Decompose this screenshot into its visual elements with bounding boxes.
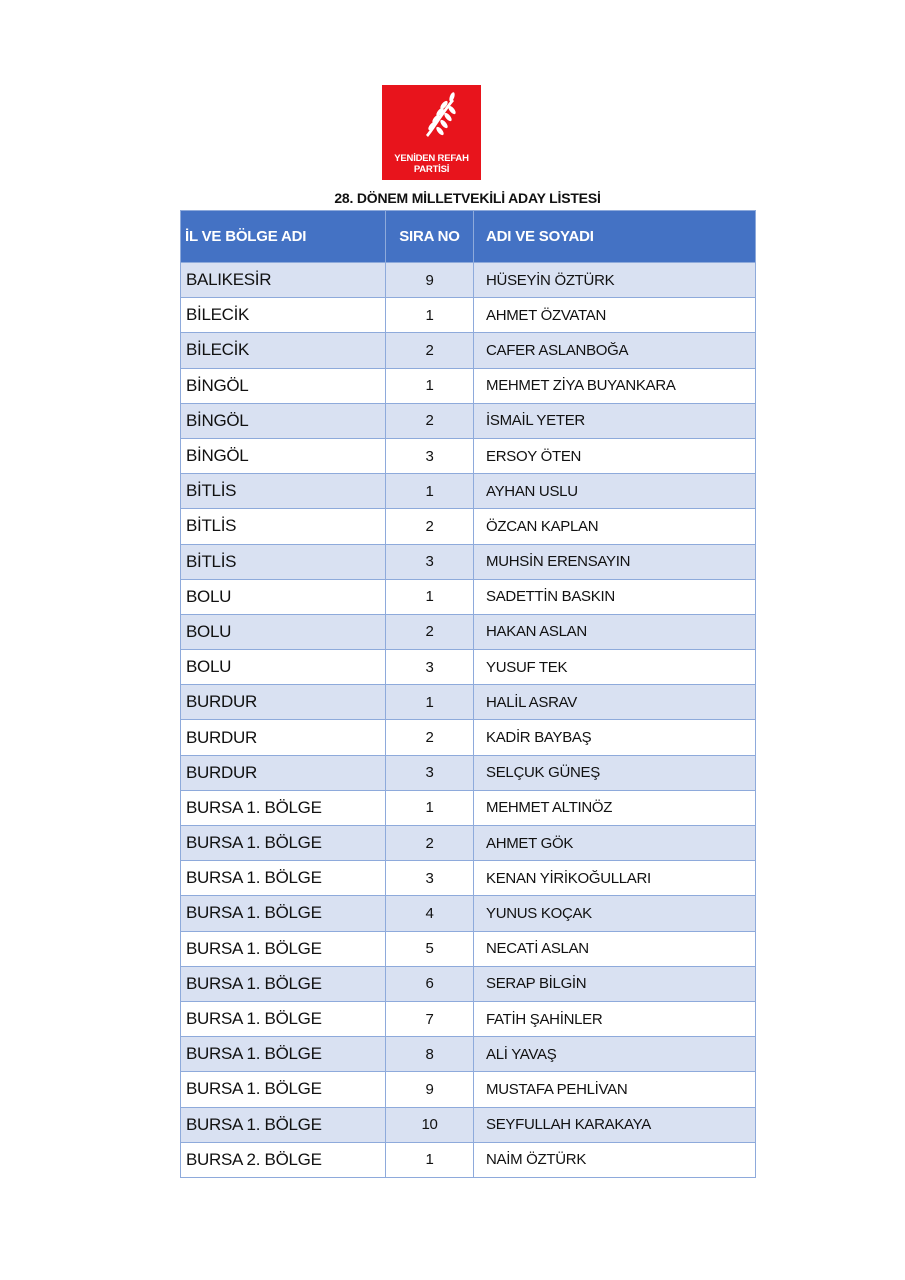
- column-header-rank: SIRA NO: [386, 211, 474, 263]
- district-cell: BOLU: [181, 650, 386, 685]
- district-cell: BİNGÖL: [181, 438, 386, 473]
- rank-cell: 1: [386, 368, 474, 403]
- rank-cell: 7: [386, 1001, 474, 1036]
- district-cell: BURSA 1. BÖLGE: [181, 1072, 386, 1107]
- column-header-district: İL VE BÖLGE ADI: [181, 211, 386, 263]
- candidate-name-cell: NAİM ÖZTÜRK: [474, 1142, 756, 1177]
- district-cell: BURSA 2. BÖLGE: [181, 1142, 386, 1177]
- district-cell: BURDUR: [181, 720, 386, 755]
- rank-cell: 2: [386, 509, 474, 544]
- table-row: [181, 298, 756, 333]
- district-cell: BURDUR: [181, 755, 386, 790]
- district-cell: BURSA 1. BÖLGE: [181, 966, 386, 1001]
- rank-cell: 4: [386, 896, 474, 931]
- candidate-name-cell: HÜSEYİN ÖZTÜRK: [474, 263, 756, 298]
- rank-cell: 2: [386, 403, 474, 438]
- rank-cell: 3: [386, 438, 474, 473]
- candidate-name-cell: MEHMET ZİYA BUYANKARA: [474, 368, 756, 403]
- candidate-name-cell: AYHAN USLU: [474, 474, 756, 509]
- rank-cell: 2: [386, 614, 474, 649]
- table-row: [181, 861, 756, 896]
- rank-cell: 9: [386, 263, 474, 298]
- district-cell: BİTLİS: [181, 474, 386, 509]
- candidate-name-cell: YUSUF TEK: [474, 650, 756, 685]
- table-row: [181, 826, 756, 861]
- table-row: [181, 333, 756, 368]
- district-cell: BURSA 1. BÖLGE: [181, 861, 386, 896]
- table-row: [181, 1001, 756, 1036]
- district-cell: BİLECİK: [181, 298, 386, 333]
- candidate-name-cell: AHMET ÖZVATAN: [474, 298, 756, 333]
- district-cell: BİNGÖL: [181, 368, 386, 403]
- table-row: [181, 966, 756, 1001]
- candidate-name-cell: HALİL ASRAV: [474, 685, 756, 720]
- rank-cell: 9: [386, 1072, 474, 1107]
- candidate-name-cell: KADİR BAYBAŞ: [474, 720, 756, 755]
- candidate-name-cell: KENAN YİRİKOĞULLARI: [474, 861, 756, 896]
- district-cell: BURSA 1. BÖLGE: [181, 1037, 386, 1072]
- candidate-name-cell: CAFER ASLANBOĞA: [474, 333, 756, 368]
- logo-text-line2: PARTİSİ: [413, 164, 450, 175]
- table-row: [181, 896, 756, 931]
- rank-cell: 2: [386, 720, 474, 755]
- rank-cell: 2: [386, 333, 474, 368]
- party-logo: [382, 85, 481, 180]
- rank-cell: 1: [386, 298, 474, 333]
- candidate-table: [180, 210, 756, 1178]
- rank-cell: 10: [386, 1107, 474, 1142]
- district-cell: BOLU: [181, 579, 386, 614]
- candidate-name-cell: İSMAİL YETER: [474, 403, 756, 438]
- table-row: [181, 544, 756, 579]
- column-header-name: ADI VE SOYADI: [474, 211, 756, 263]
- rank-cell: 6: [386, 966, 474, 1001]
- district-cell: BALIKESİR: [181, 263, 386, 298]
- candidate-name-cell: AHMET GÖK: [474, 826, 756, 861]
- candidate-name-cell: SEYFULLAH KARAKAYA: [474, 1107, 756, 1142]
- candidate-name-cell: ERSOY ÖTEN: [474, 438, 756, 473]
- district-cell: BİTLİS: [181, 509, 386, 544]
- table-row: [181, 931, 756, 966]
- candidate-name-cell: MUSTAFA PEHLİVAN: [474, 1072, 756, 1107]
- table-row: [181, 1072, 756, 1107]
- candidate-name-cell: HAKAN ASLAN: [474, 614, 756, 649]
- district-cell: BOLU: [181, 614, 386, 649]
- table-row: [181, 790, 756, 825]
- candidate-name-cell: MUHSİN ERENSAYIN: [474, 544, 756, 579]
- district-cell: BURSA 1. BÖLGE: [181, 1107, 386, 1142]
- document-title: 28. DÖNEM MİLLETVEKİLİ ADAY LİSTESİ: [334, 190, 601, 206]
- candidate-name-cell: SELÇUK GÜNEŞ: [474, 755, 756, 790]
- district-cell: BURSA 1. BÖLGE: [181, 826, 386, 861]
- table-row: [181, 1107, 756, 1142]
- table-row: [181, 650, 756, 685]
- district-cell: BURDUR: [181, 685, 386, 720]
- rank-cell: 1: [386, 685, 474, 720]
- rank-cell: 3: [386, 861, 474, 896]
- district-cell: BİLECİK: [181, 333, 386, 368]
- crescent-wheat-icon: [382, 85, 481, 155]
- table-row: [181, 720, 756, 755]
- candidate-name-cell: FATİH ŞAHİNLER: [474, 1001, 756, 1036]
- table-row: [181, 1142, 756, 1177]
- rank-cell: 8: [386, 1037, 474, 1072]
- rank-cell: 1: [386, 790, 474, 825]
- rank-cell: 3: [386, 544, 474, 579]
- rank-cell: 3: [386, 755, 474, 790]
- table-row: [181, 685, 756, 720]
- candidate-name-cell: MEHMET ALTINÖZ: [474, 790, 756, 825]
- table-row: [181, 755, 756, 790]
- table-row: [181, 438, 756, 473]
- candidate-name-cell: YUNUS KOÇAK: [474, 896, 756, 931]
- table-row: [181, 474, 756, 509]
- candidate-name-cell: SERAP BİLGİN: [474, 966, 756, 1001]
- table-row: [181, 368, 756, 403]
- rank-cell: 5: [386, 931, 474, 966]
- table-row: [181, 403, 756, 438]
- candidate-name-cell: SADETTİN BASKIN: [474, 579, 756, 614]
- district-cell: BİTLİS: [181, 544, 386, 579]
- table-row: [181, 579, 756, 614]
- district-cell: BURSA 1. BÖLGE: [181, 1001, 386, 1036]
- district-cell: BURSA 1. BÖLGE: [181, 931, 386, 966]
- candidate-name-cell: ALİ YAVAŞ: [474, 1037, 756, 1072]
- table-row: [181, 614, 756, 649]
- candidate-name-cell: NECATİ ASLAN: [474, 931, 756, 966]
- district-cell: BURSA 1. BÖLGE: [181, 790, 386, 825]
- table-row: [181, 1037, 756, 1072]
- table-row: [181, 509, 756, 544]
- candidate-name-cell: ÖZCAN KAPLAN: [474, 509, 756, 544]
- district-cell: BURSA 1. BÖLGE: [181, 896, 386, 931]
- rank-cell: 2: [386, 826, 474, 861]
- rank-cell: 1: [386, 1142, 474, 1177]
- rank-cell: 3: [386, 650, 474, 685]
- district-cell: BİNGÖL: [181, 403, 386, 438]
- rank-cell: 1: [386, 474, 474, 509]
- rank-cell: 1: [386, 579, 474, 614]
- table-row: [181, 263, 756, 298]
- logo-text-line1: YENİDEN REFAH: [394, 153, 469, 164]
- table-header-row: [181, 211, 756, 263]
